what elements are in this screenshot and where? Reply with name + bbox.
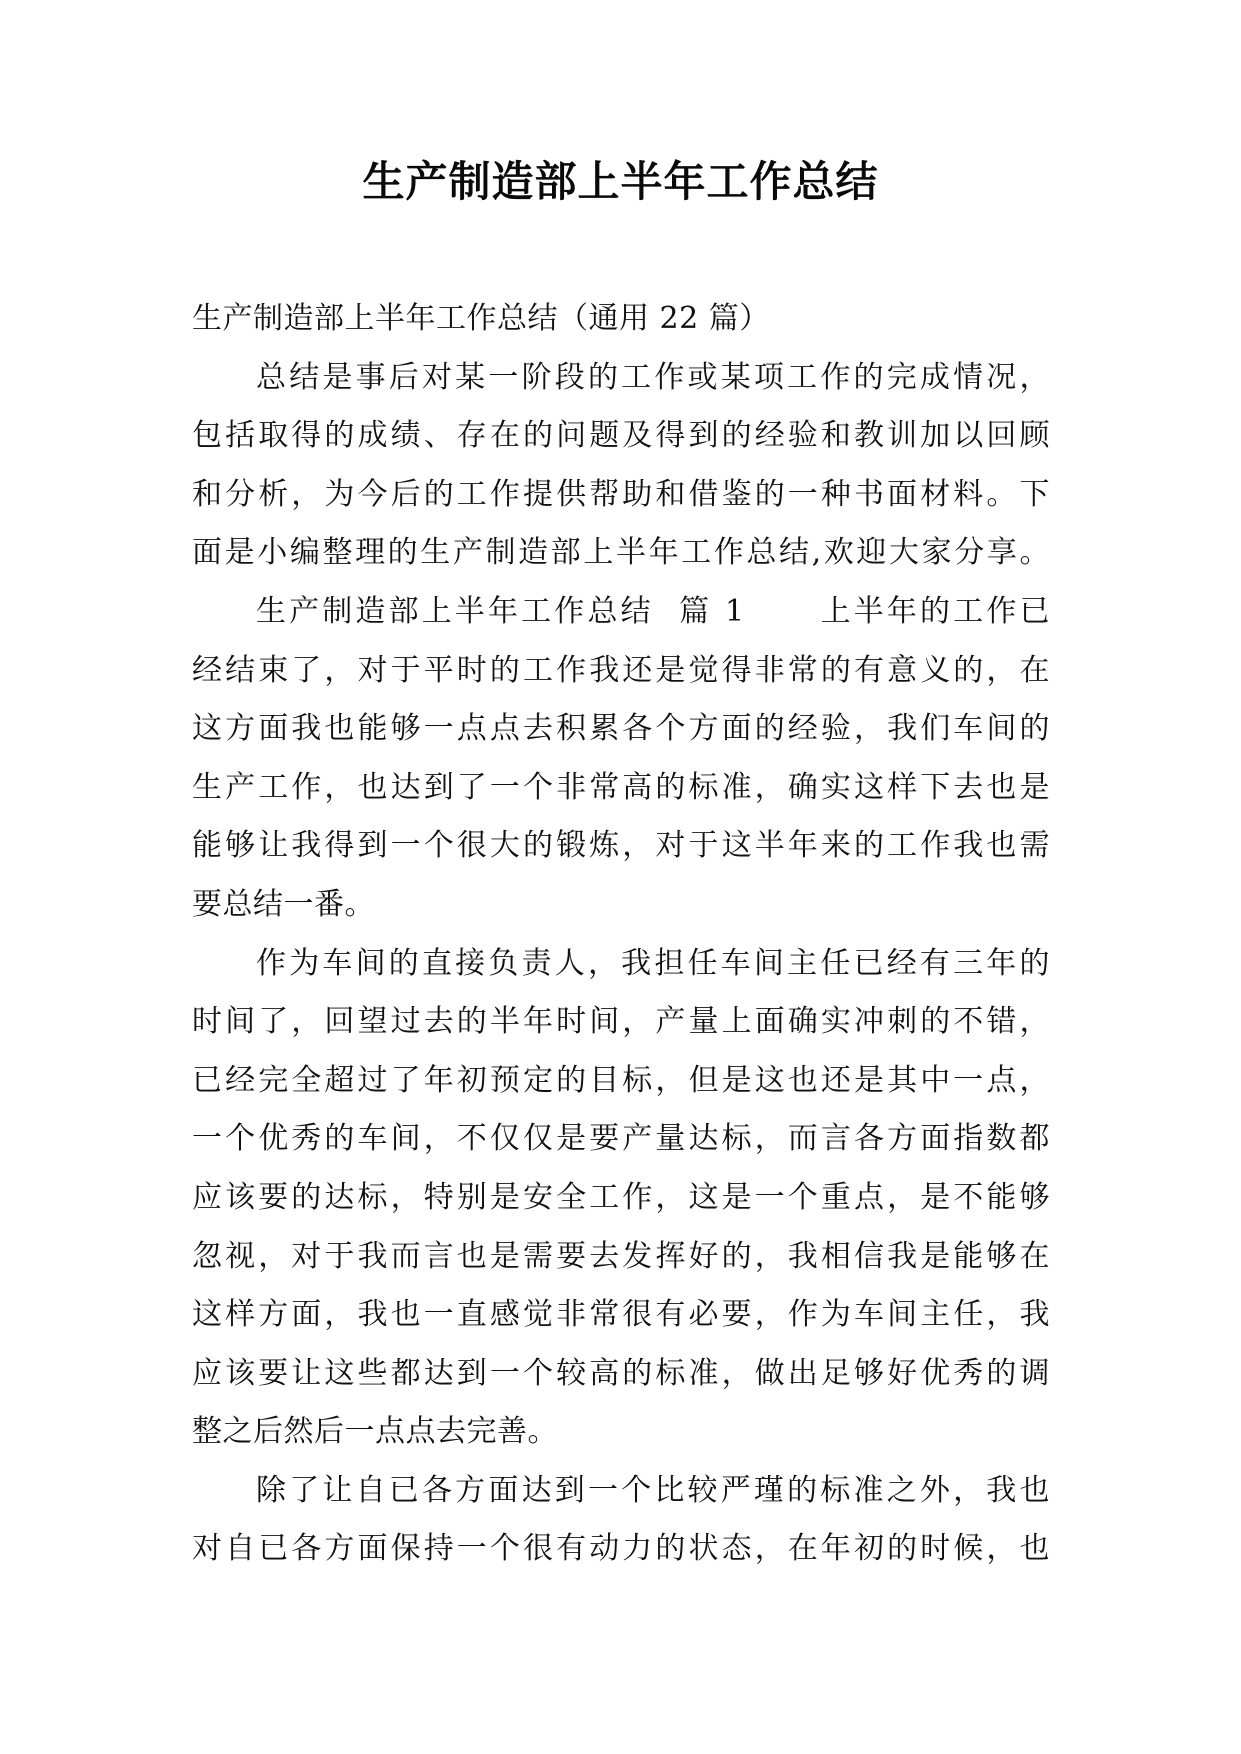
paragraph-3-line-7: 这样方面，我也一直感觉非常很有必要，作为车间主任，我: [192, 1297, 1050, 1333]
paragraph-1-line-1: 总结是事后对某一阶段的工作或某项工作的完成情况，: [256, 359, 1050, 395]
paragraph-3-line-5: 应该要的达标，特别是安全工作，这是一个重点，是不能够: [192, 1179, 1050, 1215]
paragraph-1-line-2: 包括取得的成绩、存在的问题及得到的经验和教训加以回顾: [192, 418, 1050, 454]
paragraph-3-line-3: 已经完全超过了年初预定的目标，但是这也还是其中一点，: [192, 1062, 1050, 1098]
paragraph-3-line-9: 整之后然后一点点去完善。: [192, 1414, 558, 1450]
paragraph-2-line-2: 经结束了，对于平时的工作我还是觉得非常的有意义的，在: [192, 652, 1050, 688]
paragraph-2-line-4: 生产工作，也达到了一个非常高的标准，确实这样下去也是: [192, 769, 1050, 805]
paragraph-2-line-5: 能够让我得到一个很大的锻炼，对于这半年来的工作我也需: [192, 828, 1050, 864]
paragraph-1-line-4: 面是小编整理的生产制造部上半年工作总结,欢迎大家分享。: [192, 535, 1050, 571]
document-subtitle: 生产制造部上半年工作总结（通用 22 篇）: [192, 301, 770, 336]
paragraph-1-line-3: 和分析，为今后的工作提供帮助和借鉴的一种书面材料。下: [192, 476, 1050, 512]
document-body: [192, 290, 1050, 1579]
paragraph-3-line-6: 忽视，对于我而言也是需要去发挥好的，我相信我是能够在: [192, 1238, 1050, 1274]
paragraph-3-line-1: 作为车间的直接负责人，我担任车间主任已经有三年的: [256, 945, 1050, 981]
paragraph-4-line-1: 除了让自已各方面达到一个比较严瑾的标准之外，我也: [256, 1472, 1050, 1508]
paragraph-2-line-1: 生产制造部上半年工作总结 篇 1 上半年的工作已: [256, 593, 1050, 629]
paragraph-3-line-8: 应该要让这些都达到一个较高的标准，做出足够好优秀的调: [192, 1355, 1050, 1391]
paragraph-3-line-2: 时间了，回望过去的半年时间，产量上面确实冲刺的不错，: [192, 1004, 1050, 1040]
paragraph-2-line-6: 要总结一番。: [192, 886, 375, 922]
document-title: 生产制造部上半年工作总结: [362, 157, 879, 206]
paragraph-4-line-2: 对自已各方面保持一个很有动力的状态，在年初的时候，也: [192, 1531, 1050, 1567]
paragraph-2-line-3: 这方面我也能够一点点去积累各个方面的经验，我们车间的: [192, 711, 1050, 747]
paragraph-3-line-4: 一个优秀的车间，不仅仅是要产量达标，而言各方面指数都: [192, 1121, 1050, 1157]
